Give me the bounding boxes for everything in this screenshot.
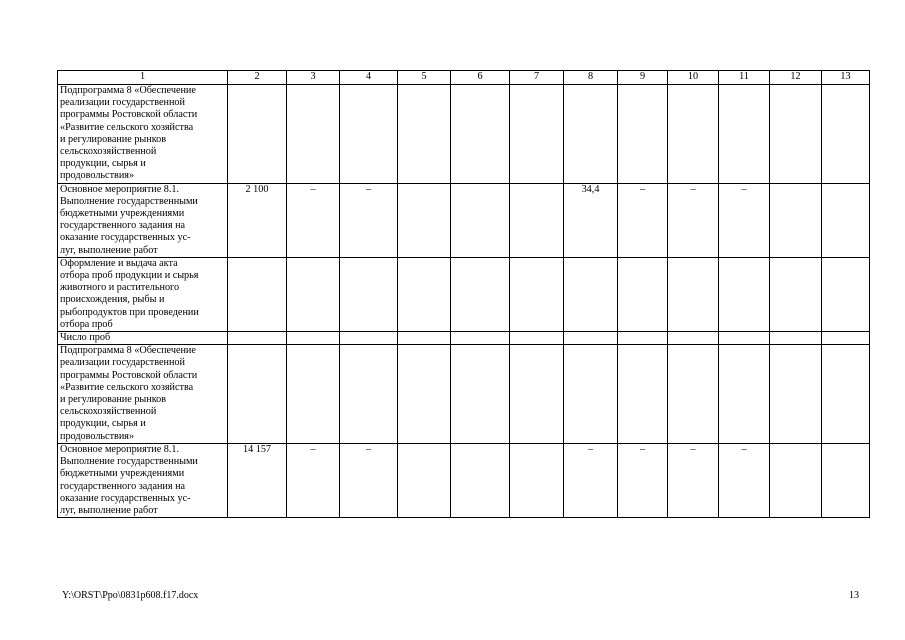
table-cell: [398, 257, 451, 331]
table-cell: [668, 257, 719, 331]
table-cell: [451, 443, 510, 517]
table-cell: [451, 332, 510, 345]
table-cell: [770, 332, 822, 345]
table-cell: [451, 85, 510, 184]
table-cell: [822, 332, 870, 345]
table-cell: [398, 85, 451, 184]
table-cell: [770, 257, 822, 331]
footer-file-path: Y:\ORST\Ppo\0831p608.f17.docx: [62, 590, 199, 601]
table-cell: [668, 332, 719, 345]
table-cell: [510, 443, 564, 517]
table-cell: –: [340, 443, 398, 517]
table-cell: [770, 183, 822, 257]
table-cell: Основное мероприятие 8.1. Выполнение государственными бюджетными учреждениями государственного задания на оказание государственных ус- луг, выполнение работ: [58, 183, 228, 257]
table-cell: [398, 345, 451, 444]
table-cell: [822, 85, 870, 184]
data-table: [57, 70, 870, 518]
table-cell: 14 157: [228, 443, 287, 517]
table-cell: [398, 183, 451, 257]
table-cell: –: [719, 183, 770, 257]
table-cell: [340, 85, 398, 184]
table-cell: [510, 345, 564, 444]
table-cell: [228, 332, 287, 345]
table-cell: [822, 443, 870, 517]
table-cell: [564, 85, 618, 184]
table-cell: –: [287, 443, 340, 517]
column-header: 9: [618, 71, 668, 85]
table-cell: Подпрограмма 8 «Обеспечение реализации государственной программы Ростовской области «Развитие сельского хозяйства и регулирование рынков сельскохозяйственной продукции, сырья и продовольствия»: [58, 85, 228, 184]
table-cell: [618, 85, 668, 184]
table-cell: [770, 85, 822, 184]
table-cell: [398, 332, 451, 345]
table-cell: [510, 183, 564, 257]
table-cell: [510, 332, 564, 345]
table-cell: [719, 332, 770, 345]
table-cell: [564, 257, 618, 331]
table-row: [58, 345, 870, 444]
table-cell: –: [668, 183, 719, 257]
column-header: 8: [564, 71, 618, 85]
column-header: 12: [770, 71, 822, 85]
table-cell: Подпрограмма 8 «Обеспечение реализации государственной программы Ростовской области «Развитие сельского хозяйства и регулирование рынков сельскохозяйственной продукции, сырья и продовольствия»: [58, 345, 228, 444]
table-row: [58, 332, 870, 345]
table-cell: [564, 332, 618, 345]
table-row: [58, 257, 870, 331]
table-cell: [618, 345, 668, 444]
table-cell: 2 100: [228, 183, 287, 257]
table-cell: 34,4: [564, 183, 618, 257]
table-cell: [822, 183, 870, 257]
table-row: [58, 183, 870, 257]
table-cell: [287, 345, 340, 444]
table-cell: [451, 183, 510, 257]
table-cell: [668, 345, 719, 444]
table-cell: [398, 443, 451, 517]
table-cell: [564, 345, 618, 444]
column-header: 5: [398, 71, 451, 85]
table-cell: [287, 332, 340, 345]
table-cell: –: [719, 443, 770, 517]
column-header: 6: [451, 71, 510, 85]
table-cell: –: [340, 183, 398, 257]
column-header: 2: [228, 71, 287, 85]
table-cell: Оформление и выдача акта отбора проб продукции и сырья животного и растительного происхождения, рыбы и рыбопродуктов при проведении отбора проб: [58, 257, 228, 331]
table-cell: –: [287, 183, 340, 257]
table-cell: [510, 257, 564, 331]
table-cell: Основное мероприятие 8.1. Выполнение государственными бюджетными учреждениями государственного задания на оказание государственных ус- луг, выполнение работ: [58, 443, 228, 517]
table-cell: [719, 85, 770, 184]
column-header: 11: [719, 71, 770, 85]
column-header: 7: [510, 71, 564, 85]
table-cell: [340, 345, 398, 444]
table-row: [58, 443, 870, 517]
table-cell: [228, 257, 287, 331]
table-cell: [770, 443, 822, 517]
page-number: 13: [849, 590, 859, 601]
table-header-row: [58, 71, 870, 85]
table-cell: [719, 257, 770, 331]
table-cell: [770, 345, 822, 444]
table-cell: [668, 85, 719, 184]
table-cell: [228, 345, 287, 444]
table-cell: –: [668, 443, 719, 517]
table-cell: [618, 257, 668, 331]
column-header: 4: [340, 71, 398, 85]
table-cell: [719, 345, 770, 444]
table-cell: [340, 332, 398, 345]
table-cell: [287, 85, 340, 184]
table-cell: [451, 257, 510, 331]
column-header: 10: [668, 71, 719, 85]
table-row: [58, 85, 870, 184]
table-cell: [228, 85, 287, 184]
table-body: [58, 71, 870, 518]
column-header: 3: [287, 71, 340, 85]
table-cell: [287, 257, 340, 331]
column-header: 13: [822, 71, 870, 85]
table-cell: [510, 85, 564, 184]
table-cell: –: [564, 443, 618, 517]
column-header: 1: [58, 71, 228, 85]
table-cell: [822, 345, 870, 444]
table-cell: [618, 332, 668, 345]
table-cell: [340, 257, 398, 331]
table-cell: Число проб: [58, 332, 228, 345]
table-cell: [822, 257, 870, 331]
table-cell: –: [618, 443, 668, 517]
table-cell: –: [618, 183, 668, 257]
table-cell: [451, 345, 510, 444]
